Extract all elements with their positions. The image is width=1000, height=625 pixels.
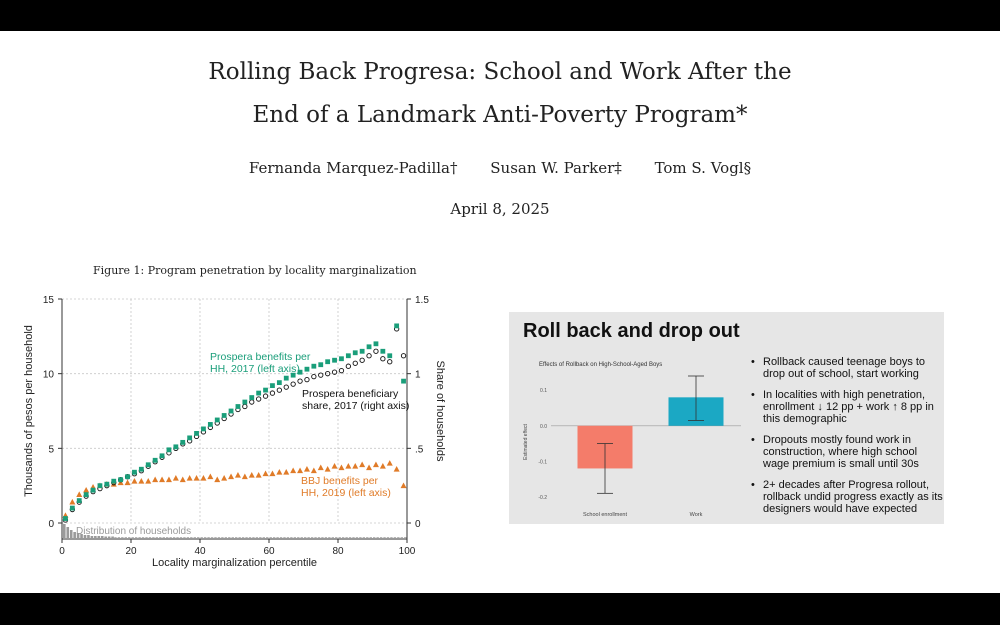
prospera-benefit-point: [277, 380, 282, 385]
paper-title-line2: End of a Landmark Anti-Poverty Program*: [252, 102, 748, 128]
prospera-benefit-point: [194, 431, 199, 436]
histogram-bar: [221, 537, 223, 538]
bbj-benefit-point: [290, 468, 296, 474]
prospera-benefit-point: [353, 350, 358, 355]
prospera-benefit-point: [222, 413, 227, 418]
y-axis-left-label: Thousands of pesos per household: [23, 325, 35, 497]
histogram-bar: [276, 537, 278, 538]
histogram-bar: [328, 537, 330, 538]
bbj-benefit-point: [159, 476, 165, 482]
bbj-benefit-point: [297, 468, 303, 474]
histogram-bar: [169, 537, 171, 538]
prospera-benefit-point: [139, 467, 144, 472]
histogram-bar: [356, 537, 358, 538]
histogram-bar: [366, 537, 368, 538]
histogram-bar: [252, 537, 254, 538]
bbj-benefit-point: [332, 463, 338, 469]
histogram-bar: [280, 537, 282, 538]
histogram-bar: [287, 537, 289, 538]
histogram-bar: [135, 537, 137, 538]
histogram-bar: [176, 537, 178, 538]
histogram-bar: [373, 537, 375, 538]
histogram-bar: [180, 537, 182, 538]
histogram-bar: [387, 537, 389, 538]
histogram-bar: [314, 537, 316, 538]
slide-bullet: • Dropouts mostly found work in construction, where high school wage premium is small until 30s: [749, 434, 944, 470]
prospera-share-point: [388, 360, 392, 364]
histogram-bar: [301, 537, 303, 538]
y-left-tick-label: 0: [48, 519, 54, 530]
bbj-benefit-point: [228, 474, 234, 480]
histogram-bar: [401, 537, 403, 538]
prospera-share-point: [277, 388, 281, 392]
bbj-benefit-point: [373, 462, 379, 468]
prospera-benefit-point: [167, 447, 172, 452]
bbj-benefit-point: [76, 491, 82, 497]
prospera-share-point: [367, 354, 371, 358]
y-right-tick-label: .5: [415, 444, 424, 456]
prospera-benefit-point: [84, 492, 89, 497]
prospera-share-point: [284, 385, 288, 389]
histogram-bar: [121, 537, 123, 538]
paper-page: [0, 31, 1000, 593]
prospera-share-point: [401, 354, 405, 358]
author-name: Tom S. Vogl§: [654, 159, 752, 177]
histogram-bar: [204, 537, 206, 538]
prospera-share-point: [305, 377, 309, 381]
rollback-effects-bar-chart: [519, 354, 744, 524]
prospera-share-point: [346, 364, 350, 368]
prospera-benefit-point: [318, 362, 323, 367]
histogram-bar: [294, 537, 296, 538]
x-tick-label: 0: [59, 546, 65, 557]
histogram-bar: [142, 537, 144, 538]
histogram-bar: [359, 537, 361, 538]
histogram-bar: [66, 527, 69, 538]
prospera-share-point: [360, 358, 364, 362]
histogram-bar: [321, 537, 323, 538]
prospera-share-point: [291, 382, 295, 386]
penetration-scatter-chart: [18, 289, 458, 589]
histogram-bar: [201, 537, 203, 538]
prospera-benefit-point: [339, 356, 344, 361]
prospera-benefit-point: [284, 376, 289, 381]
bbj-benefit-point: [366, 465, 372, 471]
histogram-bar: [290, 537, 292, 538]
histogram-bar: [152, 537, 154, 538]
histogram-bar: [363, 537, 365, 538]
histogram-bar: [318, 537, 320, 538]
series-label-prospera-benefits: HH, 2017 (left axis): [210, 363, 300, 375]
histogram-bar: [304, 537, 306, 538]
histogram-bar: [380, 537, 382, 538]
mini-y-tick-label: 0.1: [540, 388, 547, 395]
prospera-benefit-point: [374, 341, 379, 346]
histogram-bar: [187, 537, 189, 538]
x-axis-label: Locality marginalization percentile: [151, 557, 318, 569]
prospera-share-point: [250, 400, 254, 404]
bbj-benefit-point: [200, 475, 206, 481]
bbj-benefit-point: [345, 463, 351, 469]
mini-y-tick-label: -0.2: [538, 494, 547, 501]
slide-bullet: • In localities with high penetration, enrollment ↓ 12 pp + work ↑ 8 pp in this demographic: [749, 389, 944, 425]
histogram-bar: [138, 537, 140, 538]
bbj-benefit-point: [304, 466, 310, 472]
histogram-label: Distribution of households: [76, 526, 192, 537]
histogram-bar: [228, 537, 230, 538]
histogram-bar: [352, 537, 354, 538]
prospera-benefit-point: [401, 379, 406, 384]
prospera-benefit-point: [208, 422, 213, 427]
bbj-benefit-point: [269, 471, 275, 477]
y-right-tick-label: 1.5: [415, 295, 429, 306]
prospera-share-point: [381, 357, 385, 361]
histogram-bar: [339, 537, 341, 538]
prospera-benefit-point: [180, 440, 185, 445]
histogram-bar: [311, 537, 313, 538]
prospera-benefit-point: [367, 344, 372, 349]
y-right-tick-label: 1: [415, 369, 421, 381]
prospera-benefit-point: [394, 323, 399, 328]
prospera-benefit-point: [256, 391, 261, 396]
histogram-bar: [270, 537, 272, 538]
mini-category-label: School enrollment: [582, 512, 628, 518]
bbj-benefit-point: [256, 472, 262, 478]
histogram-bar: [132, 537, 134, 538]
prospera-benefit-point: [380, 349, 385, 354]
prospera-benefit-point: [98, 483, 103, 488]
bbj-benefit-point: [173, 475, 179, 481]
x-tick-label: 60: [263, 546, 275, 557]
series-label-prospera-share: Prospera beneficiary: [302, 388, 399, 400]
histogram-bar: [249, 537, 251, 538]
bbj-benefit-point: [125, 479, 131, 485]
prospera-benefit-point: [332, 358, 337, 363]
bbj-benefit-point: [180, 476, 186, 482]
histogram-bar: [218, 537, 220, 538]
author-name: Fernanda Marquez-Padilla†: [248, 159, 458, 177]
prospera-benefit-point: [346, 353, 351, 358]
y-left-tick-label: 5: [48, 444, 54, 456]
mini-chart-ylabel: Estimated effect: [523, 424, 529, 460]
histogram-bar: [163, 537, 165, 538]
histogram-bar: [225, 537, 227, 538]
series-label-bbj-benefits: BBJ benefits per: [301, 475, 379, 487]
bbj-benefit-point: [318, 465, 324, 471]
histogram-bar: [173, 537, 175, 538]
prospera-benefit-point: [242, 400, 247, 405]
bbj-benefit-point: [83, 487, 89, 493]
bbj-benefit-point: [387, 460, 393, 466]
prospera-share-point: [263, 394, 267, 398]
bbj-benefit-point: [394, 466, 400, 472]
x-tick-label: 20: [125, 546, 137, 557]
slide-bullet: • Rollback caused teenage boys to drop out of school, start working: [749, 356, 944, 380]
histogram-bar: [159, 537, 161, 538]
prospera-benefit-point: [125, 474, 130, 479]
histogram-bar: [194, 537, 196, 538]
prospera-benefit-point: [63, 516, 68, 521]
bbj-benefit-point: [207, 474, 213, 480]
bbj-benefit-point: [380, 463, 386, 469]
histogram-bar: [235, 537, 237, 538]
histogram-bar: [404, 537, 406, 538]
series-label-prospera-benefits: Prospera benefits per: [210, 351, 311, 363]
prospera-benefit-point: [173, 444, 178, 449]
slide-bullet-list: [749, 356, 944, 524]
histogram-bar: [263, 537, 265, 538]
histogram-bar: [349, 537, 351, 538]
histogram-bar: [190, 537, 192, 538]
histogram-bar: [345, 537, 347, 538]
x-tick-label: 80: [332, 546, 344, 557]
prospera-share-point: [298, 379, 302, 383]
histogram-bar: [242, 537, 244, 538]
histogram-bar: [238, 537, 240, 538]
bbj-benefit-point: [263, 471, 269, 477]
y-right-tick-label: 0: [415, 519, 421, 530]
prospera-share-point: [339, 368, 343, 372]
prospera-benefit-point: [249, 395, 254, 400]
bbj-benefit-point: [166, 476, 172, 482]
prospera-benefit-point: [111, 479, 116, 484]
prospera-benefit-point: [153, 458, 158, 463]
histogram-bar: [297, 537, 299, 538]
histogram-bar: [232, 537, 234, 538]
bbj-benefit-point: [187, 475, 193, 481]
histogram-bar: [156, 537, 158, 538]
prospera-benefit-point: [77, 498, 82, 503]
paper-date: April 8, 2025: [450, 200, 550, 218]
prospera-benefit-point: [236, 404, 241, 409]
prospera-benefit-point: [201, 427, 206, 432]
prospera-benefit-point: [229, 409, 234, 414]
bbj-benefit-point: [276, 469, 282, 475]
histogram-bar: [197, 537, 199, 538]
prospera-benefit-point: [305, 367, 310, 372]
histogram-bar: [256, 537, 258, 538]
histogram-bar: [325, 537, 327, 538]
histogram-bar: [149, 537, 151, 538]
x-tick-label: 40: [194, 546, 206, 557]
prospera-benefit-point: [91, 488, 96, 493]
mini-category-label: Work: [689, 512, 703, 518]
prospera-benefit-point: [270, 383, 275, 388]
prospera-benefit-point: [311, 364, 316, 369]
prospera-benefit-point: [263, 388, 268, 393]
histogram-bar: [390, 537, 392, 538]
histogram-bar: [376, 537, 378, 538]
histogram-bar: [183, 537, 185, 538]
histogram-bar: [211, 537, 213, 538]
y-left-tick-label: 15: [42, 295, 54, 306]
figure-caption: Figure 1: Program penetration by locality marginalization: [93, 264, 417, 277]
prospera-benefit-point: [104, 482, 109, 487]
summary-slide-panel: [509, 312, 944, 524]
bbj-benefit-point: [311, 468, 317, 474]
prospera-benefit-point: [360, 349, 365, 354]
histogram-bar: [245, 537, 247, 538]
histogram-bar: [342, 537, 344, 538]
histogram-bar: [266, 537, 268, 538]
mini-chart-title: Effects of Rollback on High-School-Aged Boys: [539, 362, 663, 368]
prospera-share-point: [243, 404, 247, 408]
histogram-bar: [332, 537, 334, 538]
bbj-benefit-point: [138, 478, 144, 484]
prospera-benefit-point: [160, 453, 165, 458]
histogram-bar: [273, 537, 275, 538]
histogram-bar: [207, 537, 209, 538]
histogram-bar: [394, 537, 396, 538]
prospera-benefit-point: [215, 418, 220, 423]
bbj-benefit-point: [352, 463, 358, 469]
histogram-bar: [370, 537, 372, 538]
histogram-bar: [118, 537, 120, 538]
author-list: [0, 159, 1000, 177]
histogram-bar: [214, 537, 216, 538]
bbj-benefit-point: [325, 466, 331, 472]
series-label-bbj-benefits: HH, 2019 (left axis): [301, 487, 391, 499]
prospera-share-point: [374, 349, 378, 353]
bbj-benefit-point: [131, 478, 137, 484]
histogram-bar: [283, 537, 285, 538]
bbj-benefit-point: [242, 474, 248, 480]
histogram-bar: [397, 537, 399, 538]
histogram-bar: [307, 537, 309, 538]
histogram-bar: [114, 537, 116, 538]
x-tick-label: 100: [398, 546, 416, 557]
series-label-prospera-share: share, 2017 (right axis): [302, 400, 410, 412]
histogram-bar: [166, 537, 168, 538]
histogram-bar: [63, 524, 66, 538]
prospera-share-point: [353, 361, 357, 365]
bbj-benefit-point: [235, 472, 241, 478]
prospera-benefit-point: [70, 506, 75, 511]
histogram-bar: [128, 537, 130, 538]
bbj-benefit-point: [283, 469, 289, 475]
mini-y-tick-label: -0.1: [538, 459, 547, 466]
bbj-benefit-point: [359, 462, 365, 468]
bbj-benefit-point: [338, 465, 344, 471]
histogram-bar: [125, 537, 127, 538]
y-axis-right-label: Share of households: [434, 360, 446, 462]
histogram-bar: [335, 537, 337, 538]
slide-title: Roll back and drop out: [523, 320, 740, 342]
bbj-benefit-point: [152, 476, 158, 482]
bbj-benefit-point: [69, 499, 75, 505]
author-name: Susan W. Parker‡: [490, 159, 622, 177]
bbj-benefit-point: [194, 475, 200, 481]
bbj-benefit-point: [221, 475, 227, 481]
prospera-share-point: [312, 374, 316, 378]
prospera-benefit-point: [187, 435, 192, 440]
y-left-tick-label: 10: [42, 369, 54, 381]
mini-y-tick-label: 0.0: [540, 423, 547, 430]
prospera-benefit-point: [325, 359, 330, 364]
histogram-bar: [259, 537, 261, 538]
prospera-share-point: [319, 373, 323, 377]
paper-title-line1: Rolling Back Progresa: School and Work After the: [208, 59, 792, 85]
bbj-benefit-point: [214, 476, 220, 482]
prospera-share-point: [256, 397, 260, 401]
prospera-share-point: [270, 391, 274, 395]
bbj-benefit-point: [401, 482, 407, 488]
histogram-bar: [70, 530, 73, 538]
prospera-benefit-point: [387, 353, 392, 358]
bbj-benefit-point: [145, 478, 151, 484]
slide-bullet: • 2+ decades after Progresa rollout, rollback undid progress exactly as its designers would have expected: [749, 479, 944, 515]
histogram-bar: [145, 537, 147, 538]
bbj-benefit-point: [249, 472, 255, 478]
histogram-bar: [383, 537, 385, 538]
prospera-benefit-point: [118, 477, 123, 482]
prospera-benefit-point: [132, 470, 137, 475]
prospera-benefit-point: [146, 462, 151, 467]
